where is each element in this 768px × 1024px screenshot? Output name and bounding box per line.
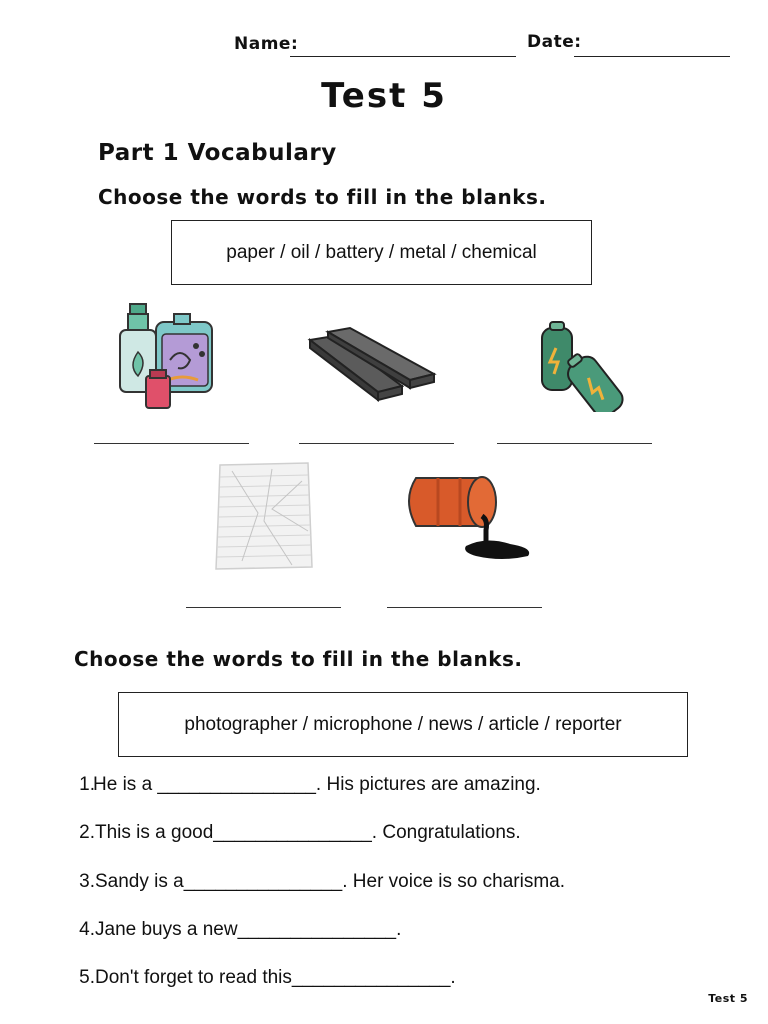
- part2-instruction: Choose the words to fill in the blanks.: [74, 647, 523, 671]
- question-text: This is a good_______________. Congratulations.: [95, 822, 521, 843]
- question-text: Don't forget to read this_______________.: [95, 967, 456, 988]
- oil-barrel-icon: [402, 470, 536, 564]
- page-footer: Test 5: [708, 992, 748, 1005]
- chemical-bottles-icon: [112, 300, 222, 412]
- word-bank-1: paper / oil / battery / metal / chemical: [171, 220, 592, 285]
- answer-blank-2[interactable]: [299, 443, 454, 444]
- question-3: [70, 871, 565, 893]
- answer-blank-3[interactable]: [497, 443, 652, 444]
- part1-title: Part 1 Vocabulary: [98, 140, 337, 166]
- question-text: He is a _______________. His pictures are amazing.: [93, 774, 541, 795]
- answer-blank-1[interactable]: [94, 443, 249, 444]
- name-field[interactable]: [290, 56, 516, 57]
- metal-bars-icon: [306, 326, 438, 406]
- question-number: 1.: [79, 774, 95, 795]
- question-text: Sandy is a_______________. Her voice is so charisma.: [95, 871, 566, 892]
- question-1: [70, 774, 541, 796]
- batteries-icon: [538, 320, 628, 412]
- part1-instruction: Choose the words to fill in the blanks.: [98, 185, 547, 209]
- question-text: Jane buys a new_______________.: [95, 919, 402, 940]
- page-title: Test 5: [321, 76, 447, 116]
- answer-blank-4[interactable]: [186, 607, 341, 608]
- question-4: [70, 919, 401, 941]
- date-label: Date:: [527, 32, 582, 52]
- name-label: Name:: [234, 34, 299, 54]
- question-number: 4.: [79, 919, 95, 940]
- question-2: [70, 822, 521, 844]
- word-bank-2: photographer / microphone / news / article / reporter: [118, 692, 688, 757]
- question-number: 3.: [79, 871, 95, 892]
- question-5: [70, 967, 456, 989]
- crumpled-paper-icon: [212, 461, 314, 571]
- date-field[interactable]: [574, 56, 730, 57]
- question-number: 5.: [79, 967, 95, 988]
- answer-blank-5[interactable]: [387, 607, 542, 608]
- question-number: 2.: [79, 822, 95, 843]
